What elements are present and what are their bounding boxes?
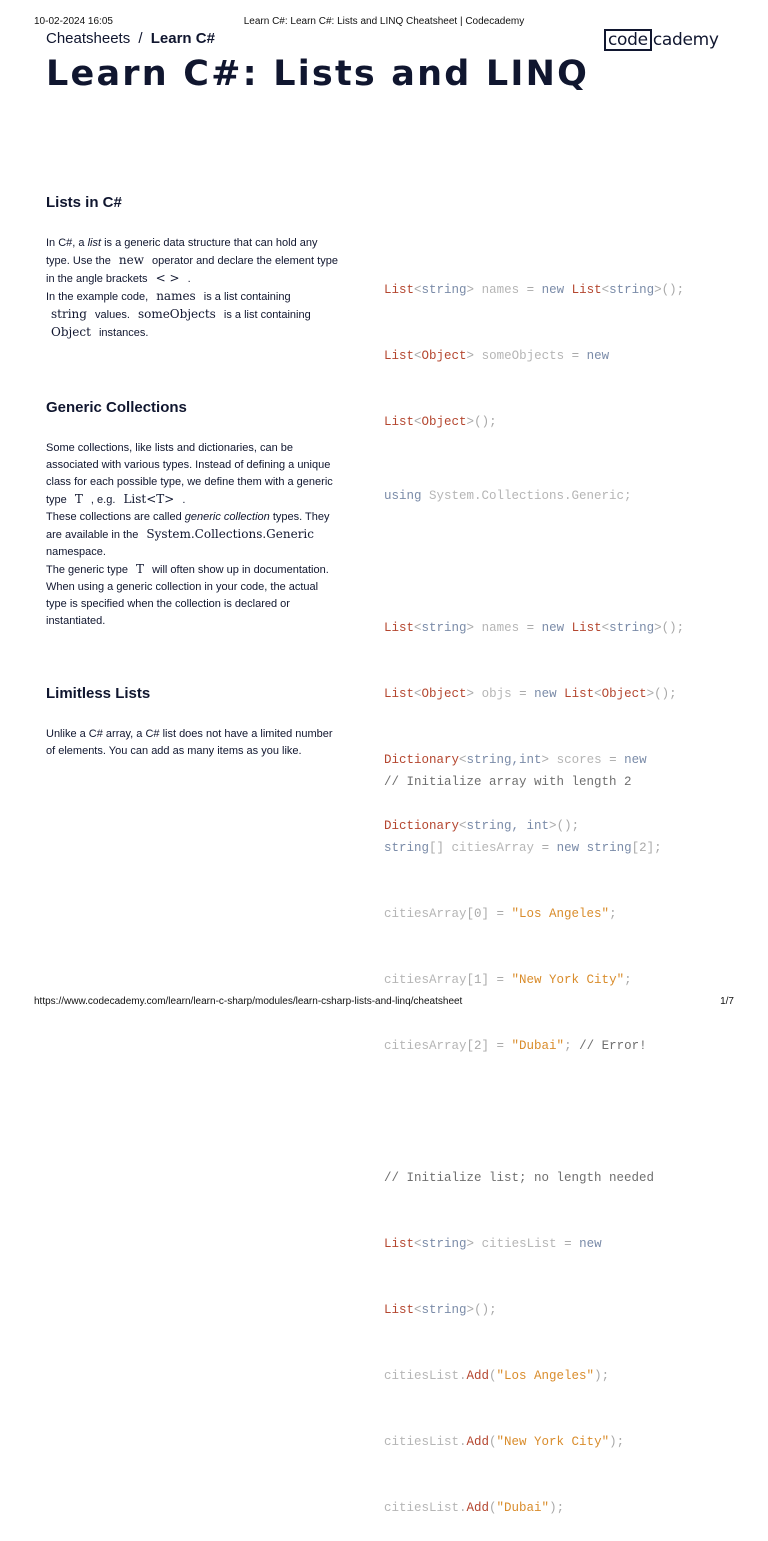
inline-code: string — [51, 307, 87, 321]
code-line: List<string> names = new List<string>(); — [384, 283, 685, 297]
code-line: List<Object> someObjects = new — [384, 349, 610, 363]
code-line: citiesArray[1] = "New York City"; — [384, 973, 632, 987]
inline-code: new — [118, 253, 144, 267]
code-line: string[] citiesArray = new string[2]; — [384, 841, 662, 855]
code-line: citiesList.Add("Dubai"); — [384, 1501, 565, 1515]
desc-text: will often show up in documentation. When using a generic collection in your code, the actual type is specified when the collection is declared or instantiated. — [46, 564, 329, 627]
section-desc-lists — [46, 235, 338, 342]
print-title: Learn C#: Learn C#: Lists and LINQ Cheatsheet | Codecademy — [243, 16, 525, 27]
code-line: List<string> citiesList = new — [384, 1237, 602, 1251]
inline-code: T — [74, 492, 83, 506]
desc-text: In C#, a — [46, 237, 88, 249]
print-url[interactable]: https://www.codecademy.com/learn/learn-c-sharp/modules/learn-csharp-lists-and-linq/cheatsheet — [34, 996, 463, 1007]
desc-text: instances. — [95, 327, 149, 339]
desc-text: operator and declare the element type in the angle brackets — [46, 255, 338, 285]
code-line: citiesArray[0] = "Los Angeles"; — [384, 907, 617, 921]
code-line: using System.Collections.Generic; — [384, 489, 632, 503]
breadcrumb — [46, 30, 215, 47]
code-line: List<Object>(); — [384, 415, 497, 429]
section-desc-limitless-lists — [46, 726, 338, 760]
desc-text: In the example code, — [46, 291, 152, 303]
section-heading-generic-collections: Generic Collections — [46, 399, 187, 416]
desc-text: is a generic data structure that can hold any type. Use the — [46, 237, 318, 267]
inline-code: System.Collections.Generic — [146, 527, 314, 541]
desc-italic: list — [87, 237, 102, 249]
section-heading-lists: Lists in C# — [46, 194, 122, 211]
logo-boxed-text: code — [604, 29, 652, 51]
code-line: citiesList.Add("New York City"); — [384, 1435, 625, 1449]
inline-code: List<T> — [123, 492, 175, 506]
desc-text: types. They are available in the — [46, 511, 330, 541]
code-line: Dictionary<string,int> scores = new — [384, 753, 647, 767]
desc-text: Some collections, like lists and dictionaries, can be associated with various types. Instead of defining a unique class for each possible type, we define them with a generic type — [46, 442, 333, 506]
desc-paragraph — [46, 440, 338, 509]
logo-rest-text: cademy — [652, 30, 719, 50]
desc-text: namespace. — [46, 546, 106, 558]
desc-text: . — [184, 273, 191, 285]
code-line: List<Object> objs = new List<Object>(); — [384, 687, 677, 701]
section-heading-limitless-lists: Limitless Lists — [46, 685, 151, 702]
codecademy-logo[interactable] — [604, 29, 719, 51]
code-line: List<string>(); — [384, 1303, 497, 1317]
desc-paragraph — [46, 288, 338, 342]
inline-code: someObjects — [137, 307, 216, 321]
code-line: citiesArray[2] = "Dubai"; // Error! — [384, 1039, 647, 1053]
desc-paragraph — [46, 509, 338, 561]
desc-paragraph: Unlike a C# array, a C# list does not have a limited number of elements. You can add as many items as you like. — [46, 728, 333, 757]
print-header — [34, 16, 734, 30]
inline-code: Object — [51, 325, 91, 339]
desc-text: , e.g. — [87, 494, 119, 506]
desc-text: . — [179, 494, 186, 506]
desc-text: The generic type — [46, 564, 131, 576]
page-title: Learn C#: Lists and LINQ — [46, 54, 590, 94]
inline-code: T — [136, 562, 145, 576]
breadcrumb-separator: / — [138, 30, 143, 47]
code-line: Dictionary<string, int>(); — [384, 819, 580, 833]
desc-text: These collections are called — [46, 511, 185, 523]
desc-paragraph — [46, 561, 338, 630]
breadcrumb-current[interactable]: Learn C# — [150, 30, 215, 47]
code-comment: // Initialize array with length 2 — [384, 775, 632, 789]
desc-text: is a list containing — [200, 291, 291, 303]
code-block-limitless-lists — [384, 727, 662, 1541]
desc-text: is a list containing — [220, 309, 311, 321]
page-number: 1/7 — [720, 996, 734, 1007]
code-line: List<string> names = new List<string>(); — [384, 621, 685, 635]
section-desc-generic-collections — [46, 440, 338, 630]
code-line-blank — [384, 1101, 662, 1123]
print-date: 10-02-2024 16:05 — [34, 16, 113, 27]
desc-italic: generic collection — [184, 511, 270, 523]
code-line-blank — [384, 551, 684, 573]
code-block-lists — [384, 235, 684, 455]
desc-paragraph — [46, 235, 338, 288]
code-line: citiesList.Add("Los Angeles"); — [384, 1369, 610, 1383]
breadcrumb-root[interactable]: Cheatsheets — [46, 30, 131, 47]
inline-code: names — [156, 289, 196, 303]
desc-text: values. — [91, 309, 133, 321]
inline-code: < > — [155, 271, 180, 285]
code-comment: // Initialize list; no length needed — [384, 1171, 655, 1185]
